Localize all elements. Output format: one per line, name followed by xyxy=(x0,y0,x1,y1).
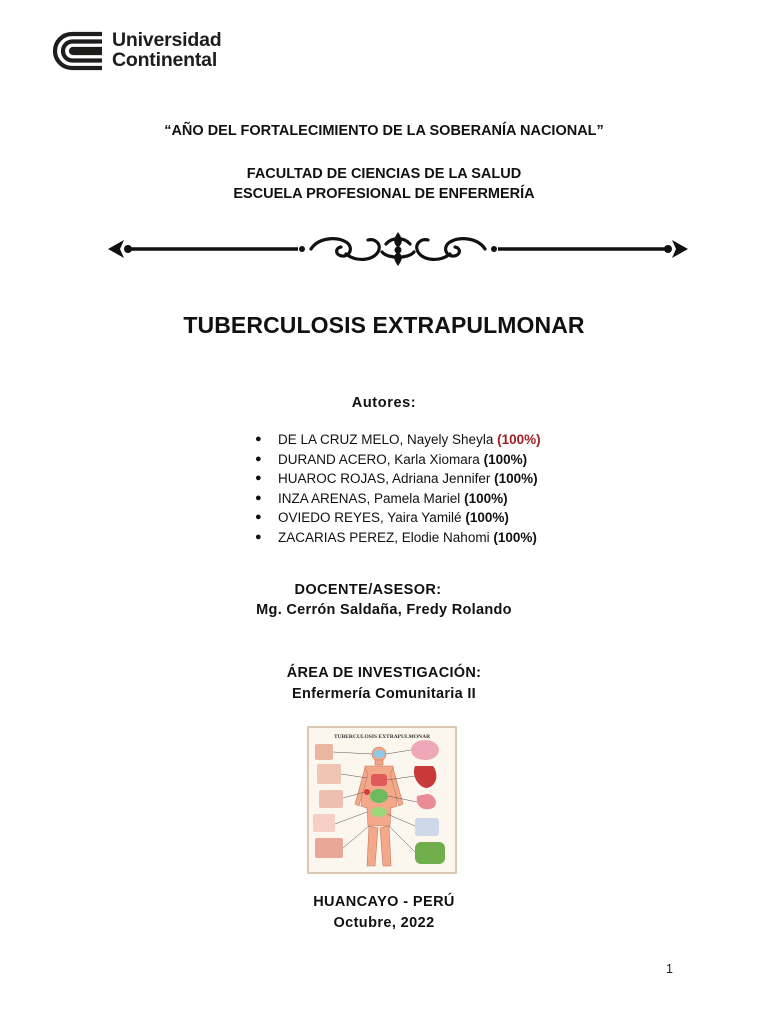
university-logo-mark-icon xyxy=(50,30,104,72)
year-motto: “AÑO DEL FORTALECIMIENTO DE LA SOBERANÍA NACIONAL” xyxy=(164,123,604,139)
illustration-caption: TUBERCULOSIS EXTRAPULMONAR xyxy=(333,734,431,740)
author-contribution: (100%) xyxy=(493,529,537,545)
research-area-name: Enfermería Comunitaria II xyxy=(292,686,476,702)
date-text: Octubre, 2022 xyxy=(333,915,435,931)
university-logo-text xyxy=(112,30,221,70)
place-text: HUANCAYO - PERÚ xyxy=(313,894,455,910)
author-name: DURAND ACERO, Karla Xiomara xyxy=(278,451,480,467)
ornament-divider-icon xyxy=(106,228,690,270)
authors-list xyxy=(255,430,541,547)
author-contribution: (100%) xyxy=(465,510,509,525)
author-name: ZACARIAS PEREZ, Elodie Nahomi xyxy=(278,529,490,545)
authors-label: Autores: xyxy=(351,395,417,411)
bullet-icon: ● xyxy=(255,511,262,523)
author-item xyxy=(255,469,541,489)
author-name: HUAROC ROJAS, Adriana Jennifer xyxy=(278,471,491,486)
bullet-icon: ● xyxy=(255,433,262,445)
advisor-label: DOCENTE/ASESOR: xyxy=(294,582,442,598)
research-area-label: ÁREA DE INVESTIGACIÓN: xyxy=(286,665,482,681)
author-contribution: (100%) xyxy=(483,451,528,467)
logo-line-2: Continental xyxy=(112,49,218,71)
advisor-name: Mg. Cerrón Saldaña, Fredy Rolando xyxy=(256,602,512,618)
author-item xyxy=(255,528,541,548)
author-item xyxy=(255,450,541,470)
page-number: 1 xyxy=(666,962,673,976)
anatomy-illustration xyxy=(307,726,457,874)
bullet-icon: ● xyxy=(255,452,262,465)
author-name: OVIEDO REYES, Yaira Yamilé xyxy=(278,510,462,525)
university-logo xyxy=(50,30,250,74)
author-contribution: (100%) xyxy=(497,432,541,447)
logo-line-1: Universidad xyxy=(112,29,222,51)
author-name: DE LA CRUZ MELO, Nayely Sheyla xyxy=(278,432,494,447)
author-item xyxy=(255,508,541,528)
school-name: ESCUELA PROFESIONAL DE ENFERMERÍA xyxy=(233,186,535,202)
author-item xyxy=(255,489,541,509)
author-item xyxy=(255,430,541,450)
bullet-icon: ● xyxy=(255,530,262,543)
faculty-name: FACULTAD DE CIENCIAS DE LA SALUD xyxy=(246,166,522,182)
bullet-icon: ● xyxy=(255,491,262,504)
bullet-icon: ● xyxy=(255,472,262,484)
document-title: TUBERCULOSIS EXTRAPULMONAR xyxy=(183,312,585,338)
author-name: INZA ARENAS, Pamela Mariel xyxy=(278,490,461,506)
author-contribution: (100%) xyxy=(464,490,508,506)
author-contribution: (100%) xyxy=(494,471,538,486)
